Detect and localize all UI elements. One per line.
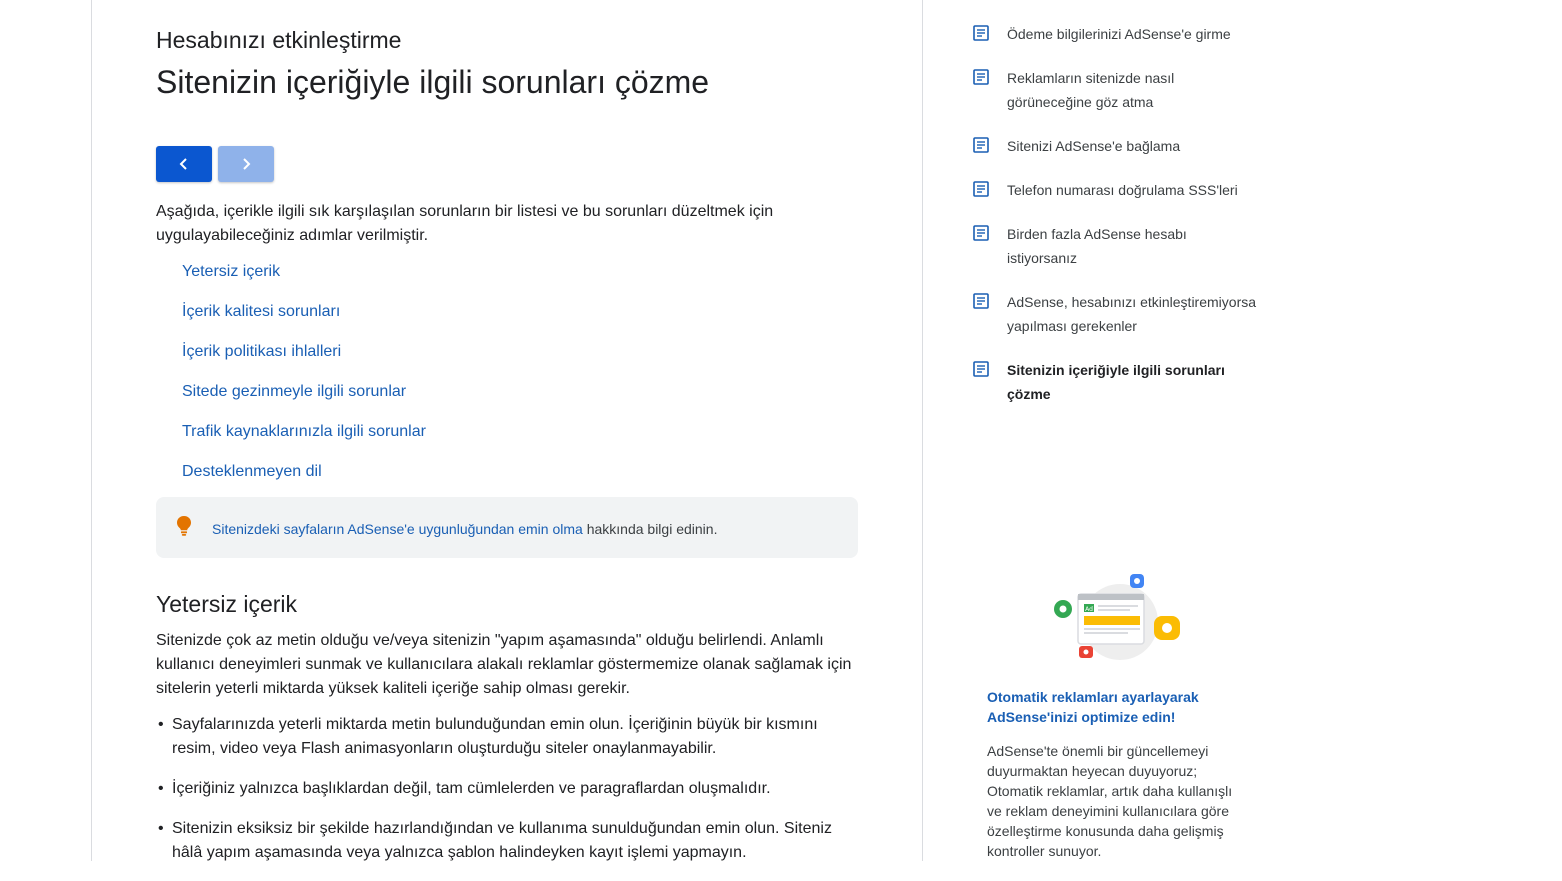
auto-ads-illustration (1050, 572, 1186, 662)
toc-link-yetersiz-icerik[interactable]: Yetersiz içerik (182, 263, 281, 280)
sidebar-item-etkinlestirme-sorun[interactable] (972, 290, 1267, 338)
toc-item (182, 420, 426, 460)
tip-rest: hakkında bilgi edinin. (582, 521, 718, 537)
toc-link-icerik-politikasi[interactable]: İçerik politikası ihlalleri (182, 343, 342, 360)
sidebar-item-birden-fazla-hesap[interactable] (972, 222, 1197, 270)
toc-item (182, 340, 426, 380)
article-icon (972, 24, 990, 42)
toc-link-icerik-kalitesi[interactable]: İçerik kalitesi sorunları (182, 303, 341, 320)
article-icon (972, 68, 990, 86)
left-divider (91, 0, 92, 861)
page-title: Sitenizin içeriğiyle ilgili sorunları çözme (156, 64, 710, 100)
toc-link-trafik-kaynaklari[interactable]: Trafik kaynaklarınızla ilgili sorunlar (182, 423, 426, 440)
article-icon (972, 136, 990, 154)
next-page-button[interactable] (218, 146, 274, 182)
section-eyebrow: Hesabınızı etkinleştirme (156, 27, 402, 53)
article-icon (972, 292, 990, 310)
tip-link[interactable]: Sitenizdeki sayfaların AdSense'e uygunluğundan emin olma (212, 521, 583, 537)
tip-callout (156, 497, 858, 558)
sidebar-item-label: Ödeme bilgilerinizi AdSense'e girme (1007, 26, 1231, 42)
article-icon (972, 360, 990, 378)
toc-item (182, 380, 426, 420)
promo-body: AdSense'te önemli bir güncellemeyi duyurmaktan heyecan duyuyoruz; Otomatik reklamlar, artık daha kullanışlı ve reklam deneyimini kullanıcılara göre özelleştirme konusunda daha gelişmiş kontroller sunuyor. (987, 743, 1233, 859)
article-icon (972, 224, 990, 242)
tip-text (212, 521, 717, 537)
sidebar-item-label: Telefon numarası doğrulama SSS'leri (1007, 182, 1238, 198)
sidebar-item-icerik-sorunlari-active[interactable] (972, 358, 1237, 406)
toc-item (182, 260, 426, 300)
sidebar-item-telefon-dogrulama[interactable] (972, 178, 1267, 202)
table-of-contents (182, 260, 426, 500)
list-item: • Sitenizin eksiksiz bir şekilde hazırlandığından ve kullanıma sunulduğundan emin olun. Siteniz hâlâ yapım aşamasında veya yalnızca şablon halindeyken kayıt işlemi yapmayın. (156, 817, 856, 865)
section-bullets (156, 713, 856, 881)
list-item: • İçeriğiniz yalnızca başlıklardan değil, tam cümlelerden ve paragraflardan oluşmalıdır. (156, 777, 856, 801)
sidebar-item-label: Sitenizin içeriğiyle ilgili sorunları çözme (1007, 362, 1225, 402)
toc-item (182, 460, 426, 500)
intro-text: Aşağıda, içerikle ilgili sık karşılaşılan sorunların bir listesi ve bu sorunları düzeltmek için uygulayabileceğiniz adımlar verilmiştir. (156, 203, 774, 244)
sidebar-item-label: AdSense, hesabınızı etkinleştiremiyorsa yapılması gerekenler (1007, 294, 1257, 334)
sidebar-item-reklam-gorunum[interactable] (972, 66, 1197, 114)
chevron-left-icon (177, 157, 191, 171)
toc-link-site-gezinme[interactable]: Sitede gezinmeyle ilgili sorunlar (182, 383, 407, 400)
illustration-ad-text: Ad (1085, 606, 1093, 613)
section-paragraph: Sitenizde çok az metin olduğu ve/veya sitenizin "yapım aşamasında" olduğu belirlendi. Anlamlı kullanıcı deneyimleri sunmak ve kullanıcılara alakalı reklamlar göstermemize olanak sağlamak için sitelerin yeterli miktarda yüksek kaliteli içeriğe sahip olması gerekir. (156, 632, 852, 697)
article-icon (972, 180, 990, 198)
sidebar-item-label: Reklamların sitenizde nasıl görüneceğine göz atma (1007, 70, 1175, 110)
section-heading: Yetersiz içerik (156, 591, 298, 617)
sidebar-item-label: Birden fazla AdSense hesabı istiyorsanız (1007, 226, 1187, 266)
previous-page-button[interactable] (156, 146, 212, 182)
sidebar-item-site-baglama[interactable] (972, 134, 1267, 158)
sidebar-divider (922, 0, 923, 861)
sidebar-item-odeme-bilgileri[interactable] (972, 22, 1267, 46)
promo-title-link[interactable]: Otomatik reklamları ayarlayarak AdSense'inizi optimize edin! (987, 689, 1199, 725)
list-item: • Sayfalarınızda yeterli miktarda metin bulunduğundan emin olun. İçeriğinin büyük bir kısmını resim, video veya Flash animasyonların oluşturduğu siteler onaylanmayabilir. (156, 713, 856, 761)
sidebar-item-label: Sitenizi AdSense'e bağlama (1007, 138, 1181, 154)
toc-item (182, 300, 426, 340)
chevron-right-icon (239, 157, 253, 171)
lightbulb-icon (174, 515, 194, 537)
toc-link-desteklenmeyen-dil[interactable]: Desteklenmeyen dil (182, 463, 322, 480)
